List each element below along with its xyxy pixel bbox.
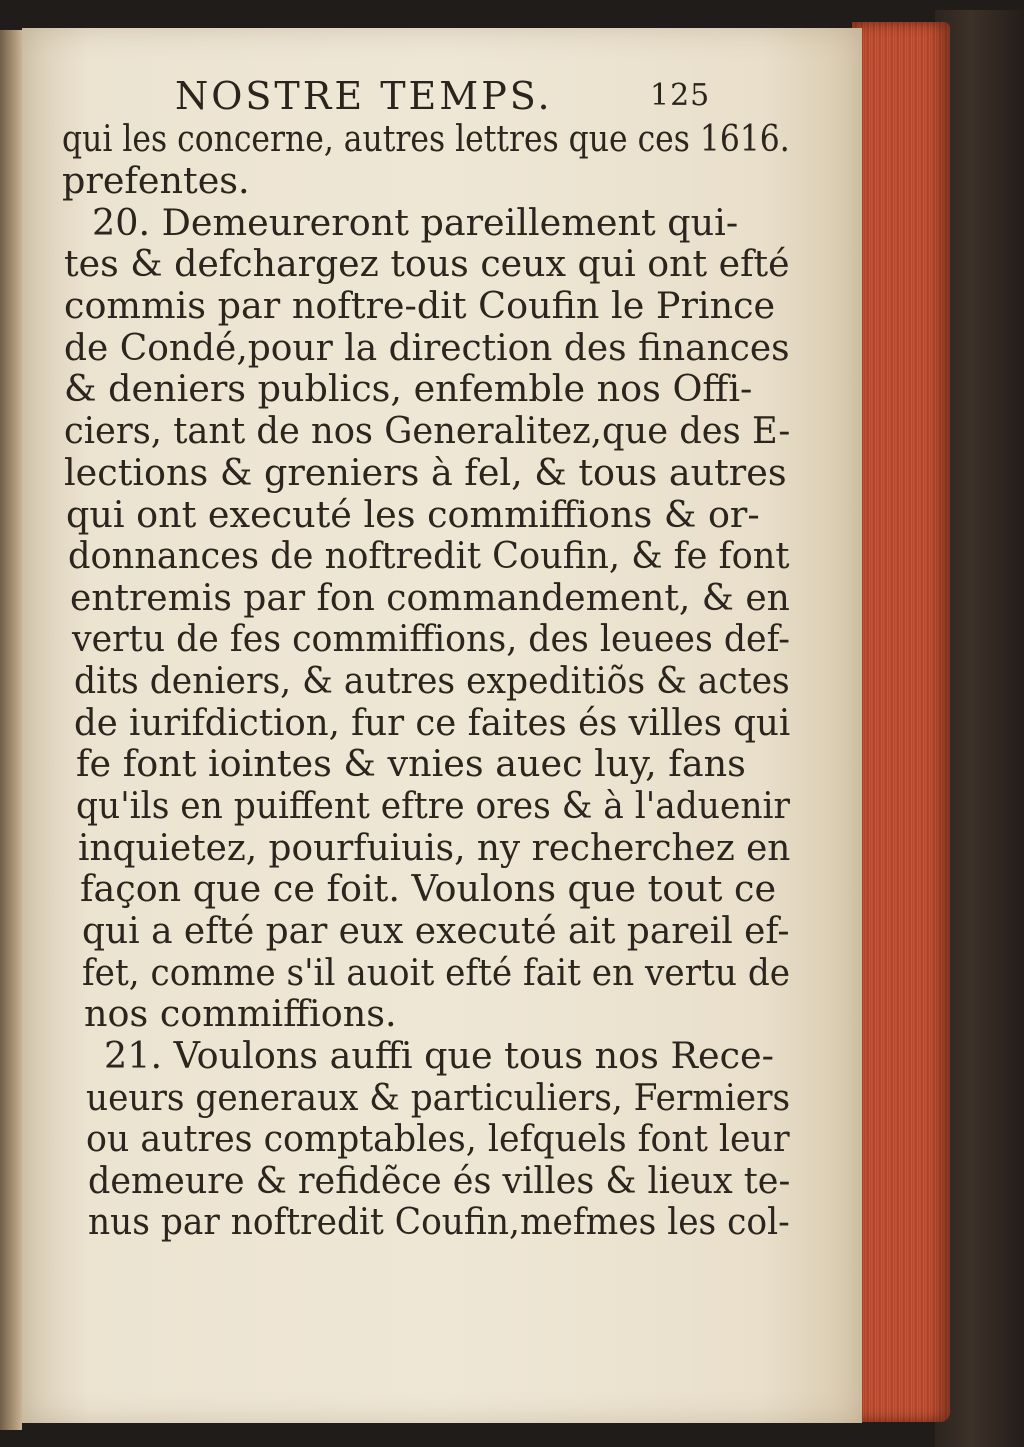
facing-page-edge [0, 30, 22, 1430]
text-line: ou autres comptables, lefquels font leur [86, 1117, 790, 1160]
running-head: NOSTRE TEMPS. [175, 74, 553, 118]
text-line: fet, comme s'il auoit efté fait en vertu de [82, 951, 791, 994]
text-line: de Condé,pour la direction des finances [64, 326, 790, 369]
text-line: commis par noftre-dit Coufin le Prince [64, 284, 776, 327]
text-line: entremis par fon commandement, & en [70, 576, 790, 619]
text-line: lections & greniers à fel, & tous autres [64, 451, 787, 494]
text-line: qui a efté par eux executé ait pareil ef- [82, 909, 790, 952]
text-line: dits deniers, & autres expeditiõs & actes [74, 659, 790, 702]
text-line: qu'ils en puiffent eftre ores & à l'aduenir [76, 784, 790, 827]
text-line: ueurs generaux & particuliers, Fermiers [86, 1076, 791, 1119]
text-line: donnances de noftredit Coufin, & fe font [68, 534, 790, 577]
text-line: nus par noftredit Coufin,mefmes les col- [88, 1200, 790, 1243]
text-line: 20. Demeureront pareillement qui- [92, 201, 739, 244]
text-line: nos commiffions. [84, 992, 397, 1035]
page-block-edge [852, 22, 950, 1422]
page-number: 125 [650, 78, 711, 113]
text-line: & deniers publics, enfemble nos Offi- [64, 367, 753, 410]
text-line: prefentes. [62, 159, 250, 202]
text-line: tes & defchargez tous ceux qui ont efté [64, 242, 790, 285]
text-line: inquietez, pourfuiuis, ny recherchez en [78, 826, 791, 869]
text-line: façon que ce foit. Voulons que tout ce [80, 867, 777, 910]
text-line: ciers, tant de nos Generalitez,que des E- [64, 409, 791, 452]
text-line: demeure & refidẽce és villes & lieux te- [88, 1159, 791, 1202]
text-line: qui ont executé les commiffions & or- [66, 493, 760, 536]
text-line: qui les concerne, autres lettres que ces 1616. [62, 117, 790, 160]
text-line: de iurifdiction, fur ce faites és villes qui [74, 701, 791, 744]
text-line: vertu de fes commiffions, des leuees def- [72, 617, 790, 660]
text-line: 21. Voulons auffi que tous nos Rece- [104, 1034, 774, 1077]
text-line: fe font iointes & vnies auec luy, fans [76, 742, 746, 785]
